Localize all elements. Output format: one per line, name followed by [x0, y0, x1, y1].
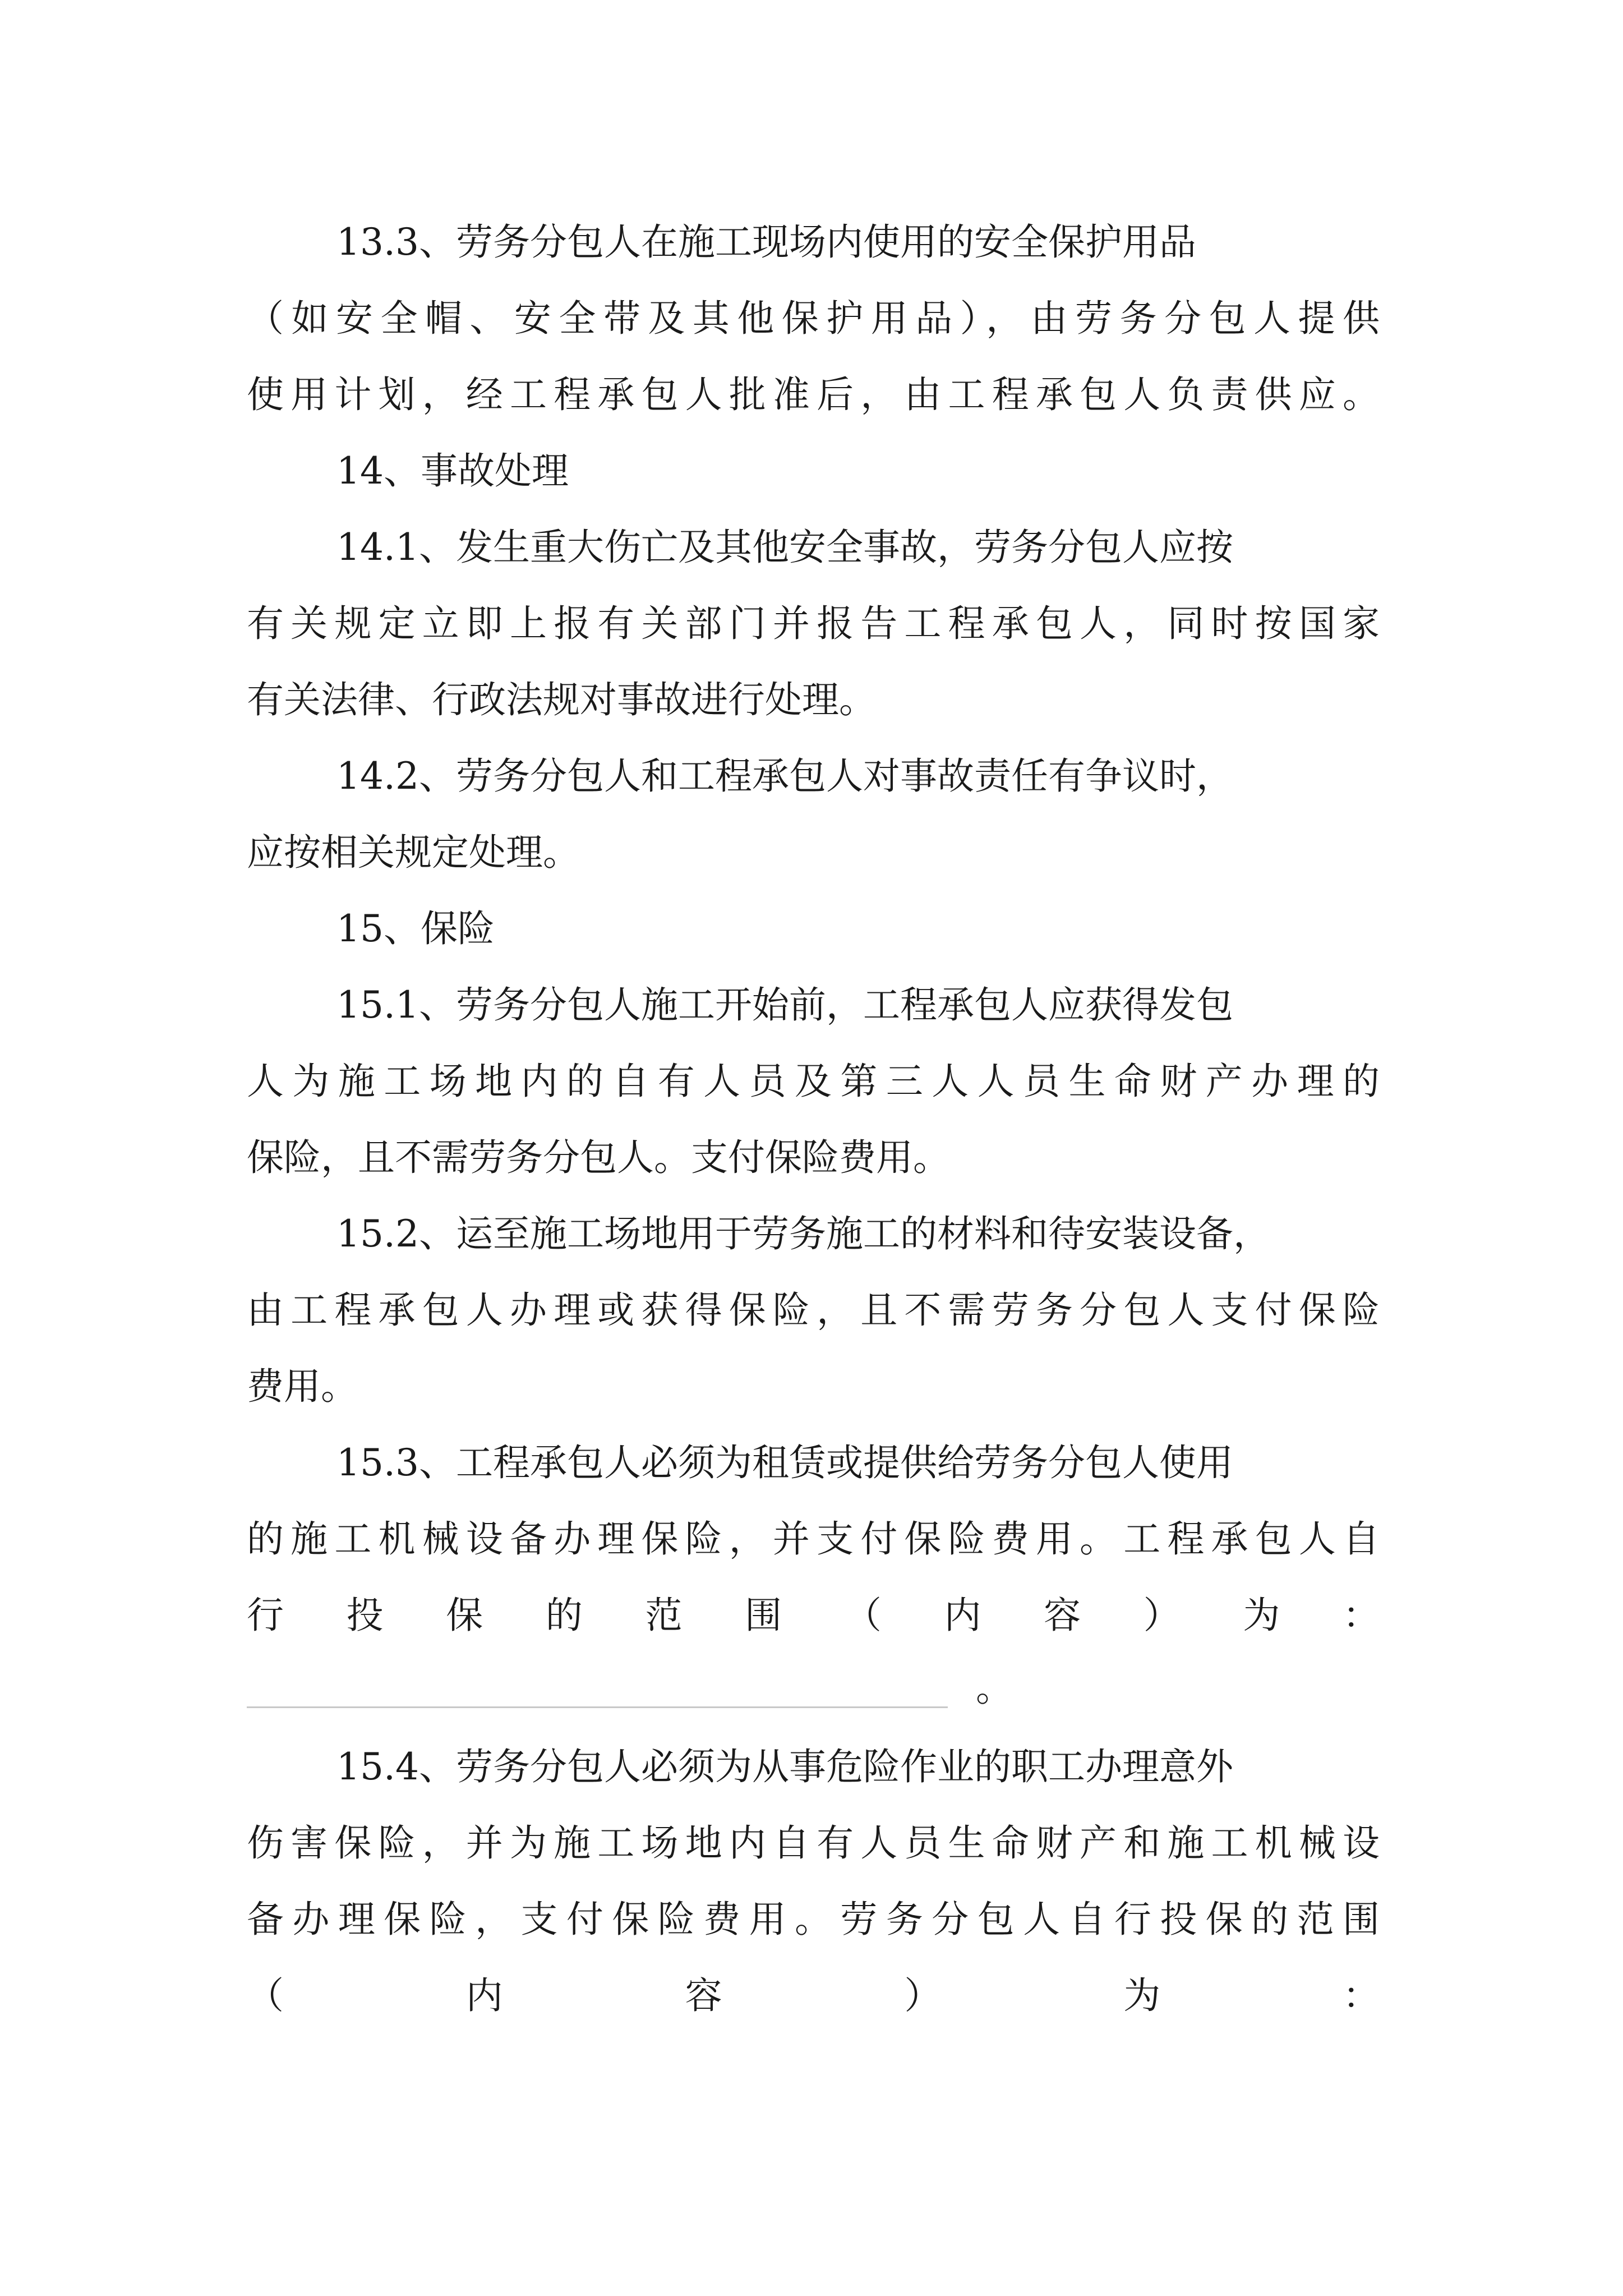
paragraph-14-1-line-1: 14.1、发生重大伤亡及其他安全事故，劳务分包人应按: [336, 526, 1233, 569]
fill-in-blank-underline: [247, 1706, 948, 1708]
paragraph-15-1-line-2: 人为施工场地内的自有人员及第三人人员生命财产办理的: [247, 1060, 1380, 1103]
paragraph-15-4-line-4: （ 内 容 ） 为 ：: [247, 1974, 1380, 2017]
paragraph-15-3-line-2: 的施工机械设备办理保险，并支付保险费用。工程承包人自: [247, 1517, 1380, 1561]
paragraph-14-1-line-3: 有关法律、行政法规对事故进行处理。: [247, 678, 876, 721]
paragraph-15-1-line-1: 15.1、劳务分包人施工开始前，工程承包人应获得发包: [336, 983, 1233, 1027]
paragraph-14-2-line-2: 应按相关规定处理。: [247, 831, 580, 874]
section-heading-14: 14、事故处理: [336, 449, 569, 493]
section-heading-15: 15、保险: [336, 907, 495, 950]
paragraph-14-2-line-1: 14.2、劳务分包人和工程承包人对事故责任有争议时，: [336, 754, 1233, 798]
paragraph-15-2-line-1: 15.2、运至施工场地用于劳务施工的材料和待安装设备，: [336, 1212, 1270, 1255]
paragraph-15-3-blank-tail: 。: [976, 1667, 1013, 1710]
paragraph-15-4-line-1: 15.4、劳务分包人必须为从事危险作业的职工办理意外: [336, 1745, 1233, 1788]
paragraph-14-1-line-2: 有关规定立即上报有关部门并报告工程承包人，同时按国家: [247, 602, 1380, 645]
paragraph-15-4-line-3: 备办理保险，支付保险费用。劳务分包人自行投保的范围: [247, 1898, 1380, 1941]
paragraph-15-3-blank-row: [247, 1655, 1380, 1722]
paragraph-15-2-line-3: 费用。: [247, 1365, 358, 1408]
paragraph-13-3-line-1: 13.3、劳务分包人在施工现场内使用的安全保护用品: [336, 220, 1196, 264]
paragraph-15-3-line-3: 行 投 保 的 范 围 （ 内 容 ） 为 ：: [247, 1594, 1380, 1637]
paragraph-15-3-line-1: 15.3、工程承包人必须为租赁或提供给劳务分包人使用: [336, 1441, 1233, 1484]
paragraph-13-3-line-3: 使用计划，经工程承包人批准后，由工程承包人负责供应。: [247, 373, 1380, 416]
paragraph-15-2-line-2: 由工程承包人办理或获得保险，且不需劳务分包人支付保险: [247, 1289, 1380, 1332]
paragraph-15-4-line-2: 伤害保险，并为施工场地内自有人员生命财产和施工机械设: [247, 1821, 1380, 1865]
paragraph-15-1-line-3: 保险，且不需劳务分包人。支付保险费用。: [247, 1136, 950, 1179]
paragraph-13-3-line-2: （如安全帽、安全带及其他保护用品），由劳务分包人提供: [247, 297, 1380, 340]
